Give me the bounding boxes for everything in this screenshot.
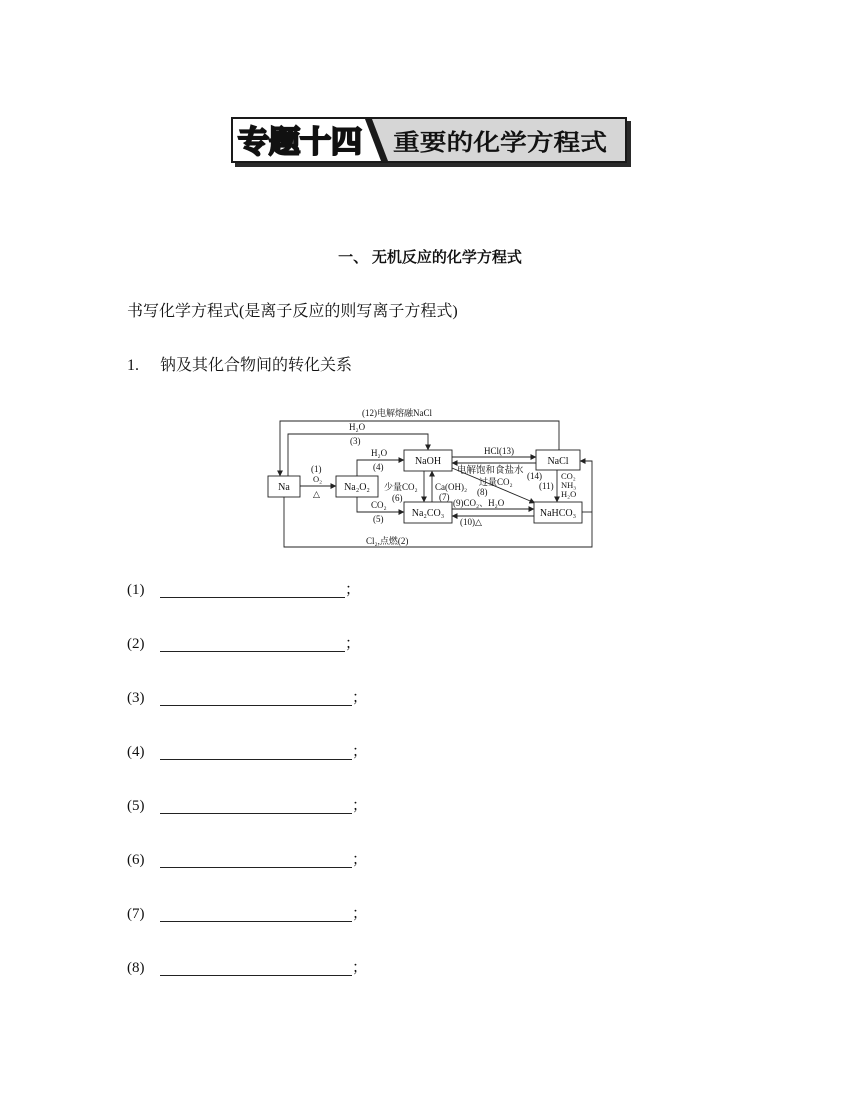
label-r1-reagent: O₂ [313, 474, 323, 484]
answer-label: (5) [127, 798, 145, 814]
question-number: 1. [127, 357, 139, 374]
answer-end-mark: ； [352, 960, 368, 976]
answer-blank[interactable] [160, 634, 345, 652]
answer-end-mark: ； [352, 690, 368, 706]
label-r11-reagent-h2o: H₂O [561, 489, 577, 499]
label-r13: HCl(13) [484, 446, 514, 456]
answer-end-mark: ； [345, 582, 361, 598]
answer-row [0, 958, 860, 978]
answer-end-mark: ； [352, 852, 368, 868]
label-r11-reagent-co2: CO₂ [561, 471, 576, 481]
label-r5-number: (5) [373, 514, 384, 524]
topic-banner [228, 114, 634, 170]
banner-topic-number: 专题十四 [238, 126, 358, 159]
label-r4-reagent: H₂O [371, 448, 388, 458]
label-r3-reagent: H₂O [349, 422, 366, 432]
node-label-na2o2: Na₂O₂ [344, 482, 370, 493]
answer-blank[interactable] [160, 958, 352, 976]
answer-blank[interactable] [160, 688, 352, 706]
section-heading: 一、 无机反应的化学方程式 [338, 250, 522, 266]
answer-row [0, 904, 860, 924]
label-electrolysis-brine: 电解饱和食盐水 [457, 466, 524, 476]
answer-row [0, 688, 860, 708]
answer-label: (3) [127, 690, 145, 706]
sodium-conversion-diagram [260, 400, 600, 556]
answer-blank[interactable] [160, 742, 352, 760]
label-r1-number: (1) [311, 464, 322, 474]
instruction-text: 书写化学方程式(是离子反应的则写离子方程式) [127, 303, 458, 320]
answer-blank[interactable] [160, 580, 345, 598]
label-r6-reagent: 少量CO₂ [384, 482, 418, 492]
answer-label: (2) [127, 636, 145, 652]
answer-row [0, 850, 860, 870]
label-r14-reagent: 过量CO₂ [479, 477, 513, 487]
answer-end-mark: ； [352, 906, 368, 922]
node-label-na: Na [278, 482, 290, 493]
label-r8-number: (8) [477, 487, 488, 497]
question-title: 钠及其化合物间的转化关系 [160, 357, 353, 374]
answer-end-mark: ； [352, 744, 368, 760]
label-r5-reagent: CO₂ [371, 500, 387, 510]
answer-end-mark: ； [345, 636, 361, 652]
label-r7-number: (7) [439, 492, 450, 502]
answer-end-mark: ； [352, 798, 368, 814]
answer-row [0, 634, 860, 654]
answer-label: (6) [127, 852, 145, 868]
label-r7-reagent: Ca(OH)₂ [435, 482, 468, 492]
label-r3-number: (3) [350, 436, 361, 446]
answer-label: (1) [127, 582, 145, 598]
label-r10: (10)△ [460, 517, 482, 527]
label-r11-reagent-nh3: NH₃ [561, 480, 577, 490]
label-r14-number: (14) [527, 471, 542, 481]
node-label-naoh: NaOH [414, 456, 442, 467]
answer-label: (4) [127, 744, 145, 760]
label-r1-condition: △ [313, 489, 320, 499]
node-label-nahco3: NaHCO₃ [539, 508, 577, 519]
banner-topic-title: 重要的化学方程式 [393, 129, 607, 155]
answer-row [0, 796, 860, 816]
label-r2: Cl₂,点燃(2) [366, 536, 409, 546]
label-r4-number: (4) [373, 462, 384, 472]
answer-blank[interactable] [160, 904, 352, 922]
answer-blank[interactable] [160, 796, 352, 814]
answer-label: (7) [127, 906, 145, 922]
label-r11-number: (11) [539, 481, 554, 491]
label-r12: (12)电解熔融NaCl [362, 408, 432, 418]
answer-row [0, 742, 860, 762]
label-r9: (9)CO₂、H₂O [453, 498, 505, 508]
label-r6-number: (6) [392, 493, 403, 503]
answer-blank[interactable] [160, 850, 352, 868]
answer-label: (8) [127, 960, 145, 976]
node-label-na2co3: Na₂CO₃ [411, 508, 445, 519]
node-label-nacl: NaCl [547, 456, 569, 467]
answer-row [0, 580, 860, 600]
